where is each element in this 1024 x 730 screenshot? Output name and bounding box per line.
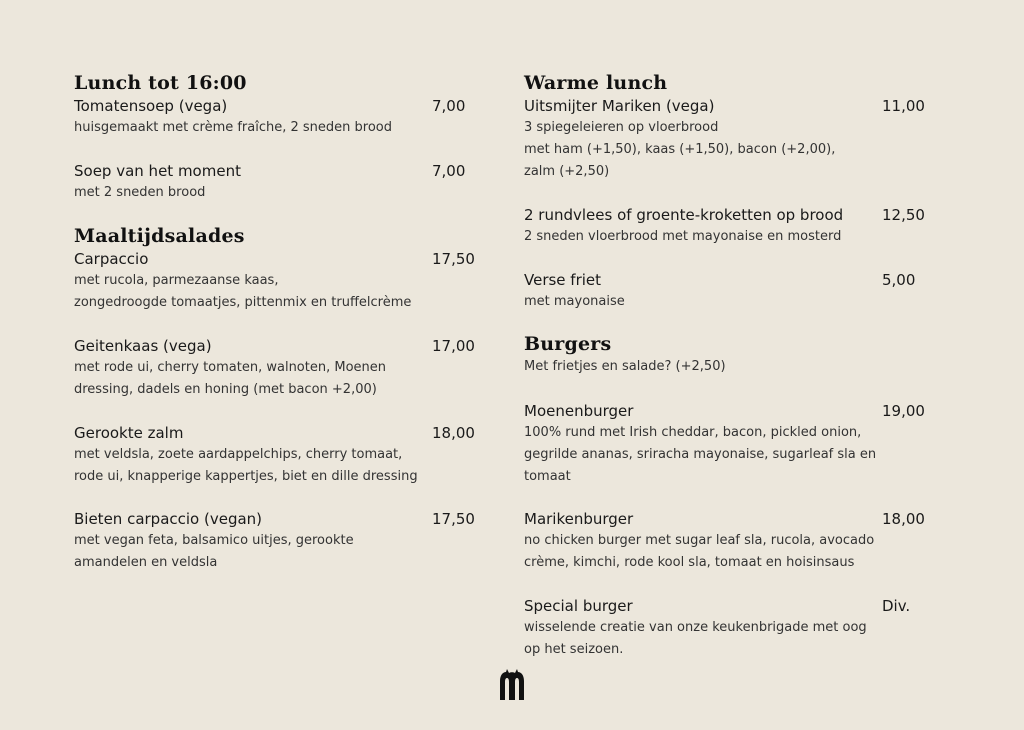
section-heading-warme-lunch: Warme lunch xyxy=(524,72,668,94)
item-name: Moenenburger xyxy=(524,402,634,420)
item-name: Carpaccio xyxy=(74,250,149,268)
item-description: 100% rund met Irish cheddar, bacon, pickled onion, xyxy=(524,425,862,440)
item-description: met veldsla, zoete aardappelchips, cherry tomaat, xyxy=(74,447,403,462)
item-price: 5,00 xyxy=(882,271,916,289)
item-price: 19,00 xyxy=(882,402,925,420)
item-description: met 2 sneden brood xyxy=(74,185,206,200)
menu-item-gerookte-zalm xyxy=(74,422,494,488)
section-heading-lunch: Lunch tot 16:00 xyxy=(74,72,247,94)
item-price: 7,00 xyxy=(432,97,466,115)
item-description: rode ui, knapperige kappertjes, biet en dille dressing xyxy=(74,469,418,484)
item-price: 11,00 xyxy=(882,97,925,115)
section-heading-burgers: Burgers xyxy=(524,333,612,355)
item-description: zalm (+2,50) xyxy=(524,164,610,179)
item-name: Geitenkaas (vega) xyxy=(74,337,212,355)
menu-item-uitsmijter-mariken xyxy=(524,95,944,183)
menu-item-soep-van-het-moment xyxy=(74,160,494,204)
item-description: met ham (+1,50), kaas (+1,50), bacon (+2,00), xyxy=(524,142,836,157)
item-description: met mayonaise xyxy=(524,294,625,309)
menu-item-kroketten xyxy=(524,204,944,248)
menu-item-verse-friet xyxy=(524,269,944,313)
menu-item-tomatensoep xyxy=(74,95,494,139)
burgers-subtext: Met frietjes en salade? (+2,50) xyxy=(524,359,726,374)
item-name: Gerookte zalm xyxy=(74,424,184,442)
item-description: 2 sneden vloerbrood met mayonaise en mosterd xyxy=(524,229,842,244)
item-description: zongedroogde tomaatjes, pittenmix en truffelcrème xyxy=(74,295,412,310)
item-price: 18,00 xyxy=(882,510,925,528)
item-name: Special burger xyxy=(524,597,633,615)
item-description: met rode ui, cherry tomaten, walnoten, Moenen xyxy=(74,360,386,375)
item-description: 3 spiegeleieren op vloerbrood xyxy=(524,120,719,135)
item-name: Verse friet xyxy=(524,271,602,289)
item-price: 18,00 xyxy=(432,424,475,442)
item-description: dressing, dadels en honing (met bacon +2,00) xyxy=(74,382,377,397)
menu-item-bieten-carpaccio xyxy=(74,508,494,574)
item-price: Div. xyxy=(882,597,911,615)
item-description: tomaat xyxy=(524,469,571,484)
item-description: gegrilde ananas, sriracha mayonaise, sugarleaf sla en xyxy=(524,447,877,462)
item-description: op het seizoen. xyxy=(524,642,624,657)
item-description: met rucola, parmezaanse kaas, xyxy=(74,273,279,288)
item-price: 17,50 xyxy=(432,250,475,268)
menu-item-special-burger xyxy=(524,595,944,661)
item-name: Uitsmijter Mariken (vega) xyxy=(524,97,715,115)
item-name: Soep van het moment xyxy=(74,162,241,180)
item-description: met vegan feta, balsamico uitjes, gerookte xyxy=(74,533,354,548)
item-name: Bieten carpaccio (vegan) xyxy=(74,510,263,528)
menu-item-marikenburger xyxy=(524,508,944,574)
item-description: huisgemaakt met crème fraîche, 2 sneden brood xyxy=(74,120,393,135)
item-description: wisselende creatie van onze keukenbrigade met oog xyxy=(524,620,867,635)
item-price: 17,00 xyxy=(432,337,475,355)
section-heading-maaltijdsalades: Maaltijdsalades xyxy=(74,225,245,247)
item-name: 2 rundvlees of groente-kroketten op brood xyxy=(524,206,844,224)
item-name: Tomatensoep (vega) xyxy=(74,97,228,115)
item-price: 17,50 xyxy=(432,510,475,528)
restaurant-logo-icon xyxy=(498,669,526,701)
item-price: 7,00 xyxy=(432,162,466,180)
item-description: no chicken burger met sugar leaf sla, rucola, avocado xyxy=(524,533,875,548)
item-description: amandelen en veldsla xyxy=(74,555,218,570)
menu-item-carpaccio xyxy=(74,248,494,314)
item-description: crème, kimchi, rode kool sla, tomaat en hoisinsaus xyxy=(524,555,855,570)
item-price: 12,50 xyxy=(882,206,925,224)
menu-item-geitenkaas xyxy=(74,335,494,401)
item-name: Marikenburger xyxy=(524,510,634,528)
menu-item-moenenburger xyxy=(524,400,944,488)
